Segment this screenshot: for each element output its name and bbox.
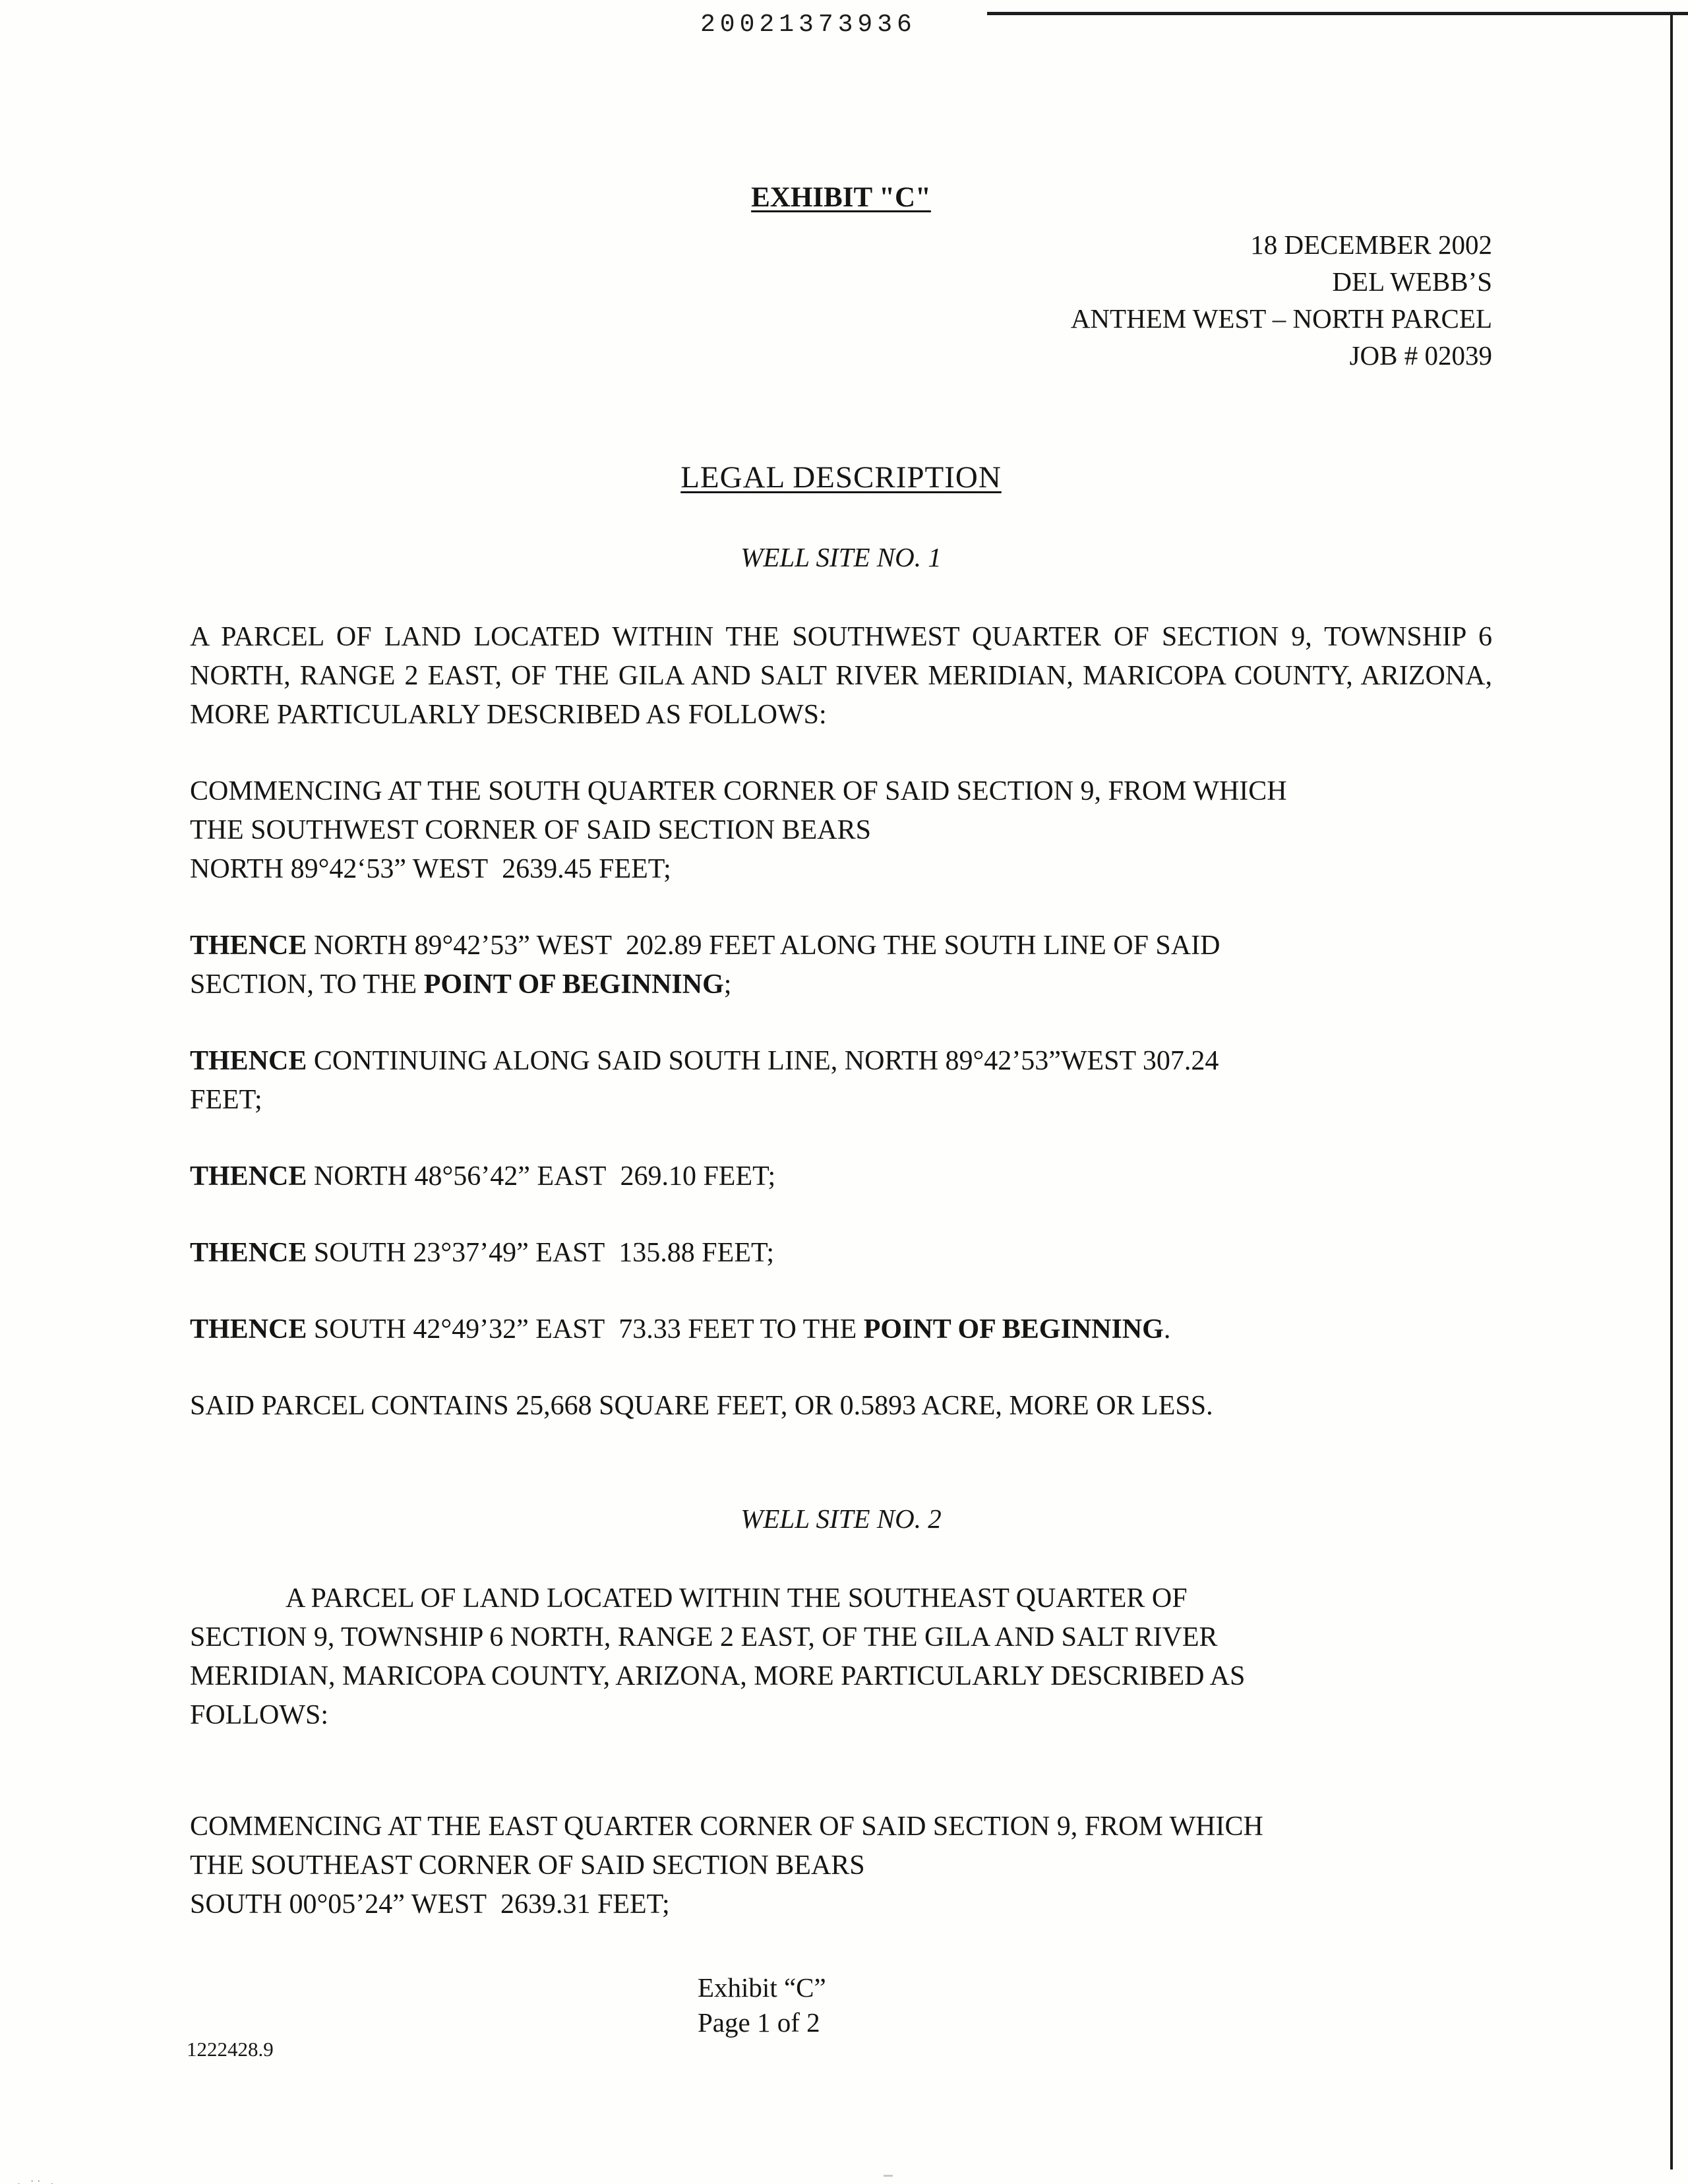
header-company: DEL WEBB’S [1332, 266, 1492, 297]
scan-border-top-line [987, 12, 1688, 15]
text-run: COMMENCING AT THE SOUTH QUARTER CORNER OF SAID SECTION 9, FROM WHICH [190, 776, 1287, 806]
recording-number-stamp: 20021373936 [700, 11, 917, 39]
text-run: SOUTH 42°49’32” EAST 73.33 FEET TO THE [307, 1314, 864, 1345]
bold-text-run: POINT OF BEGINNING [863, 1314, 1164, 1345]
header-project: ANTHEM WEST – NORTH PARCEL [1070, 303, 1492, 334]
thence-clause-2 [190, 1042, 1492, 1120]
exhibit-heading [190, 178, 1492, 217]
header-date: 18 DECEMBER 2002 [1250, 229, 1492, 260]
text-run: SOUTH 23°37’49” EAST 135.88 FEET; [307, 1238, 774, 1268]
document-title [190, 458, 1492, 497]
text-run: ; [723, 969, 732, 1000]
text-run: THE SOUTHWEST CORNER OF SAID SECTION BEARS [190, 815, 871, 845]
scan-artifact-dash [884, 2175, 893, 2177]
text-run: A PARCEL OF LAND LOCATED WITHIN THE SOUTHWEST QUARTER OF SECTION 9, TOWNSHIP 6 NORTH, RANGE 2 EAST, OF THE GILA AND SALT RIVER MERIDIAN, MARICOPA COUNTY, ARIZONA, MORE PARTICULARLY DESCRIBED AS FOLLOWS: [190, 622, 1492, 730]
text-run: COMMENCING AT THE EAST QUARTER CORNER OF SAID SECTION 9, FROM WHICH [190, 1811, 1263, 1842]
text-run: SECTION, TO THE [190, 969, 424, 1000]
text-run: MERIDIAN, MARICOPA COUNTY, ARIZONA, MORE PARTICULARLY DESCRIBED AS [190, 1661, 1246, 1691]
text-run: . [1163, 1314, 1171, 1345]
bold-text-run: POINT OF BEGINNING [423, 969, 724, 1000]
footer-page-number: Page 1 of 2 [698, 2007, 820, 2038]
exhibit-heading-text: EXHIBIT "C" [751, 182, 931, 213]
parcel-description-2 [190, 1579, 1492, 1735]
well-site-2-heading [190, 1500, 1492, 1538]
header-meta-block [190, 226, 1492, 374]
thence-clause-4 [190, 1234, 1492, 1273]
area-statement-1 [190, 1387, 1492, 1426]
footer-exhibit-label: Exhibit “C” [698, 1972, 826, 2003]
thence-clause-5 [190, 1310, 1492, 1349]
text-run: WELL SITE NO. 1 [740, 542, 942, 572]
text-run: NORTH 89°42‘53” WEST 2639.45 FEET; [190, 854, 671, 884]
text-run: NORTH 89°42’53” WEST 202.89 FEET ALONG THE SOUTH LINE OF SAID [307, 930, 1221, 961]
text-run: THE SOUTHEAST CORNER OF SAID SECTION BEARS [190, 1850, 865, 1881]
legal-body [190, 538, 1492, 1924]
scan-artifact-dots: . ·· . [17, 2175, 57, 2184]
text-run: SECTION 9, TOWNSHIP 6 NORTH, RANGE 2 EAST, OF THE GILA AND SALT RIVER [190, 1622, 1218, 1653]
header-job-number: JOB # 02039 [1349, 340, 1492, 371]
text-run: FEET; [190, 1085, 262, 1115]
text-run: A PARCEL OF LAND LOCATED WITHIN THE SOUTHEAST QUARTER OF [286, 1583, 1188, 1614]
commencing-clause-2 [190, 1807, 1492, 1924]
commencing-clause-1 [190, 772, 1492, 889]
thence-clause-3 [190, 1157, 1492, 1196]
parcel-description-1 [190, 618, 1492, 735]
scan-border-right-line [1670, 12, 1673, 2169]
bold-text-run: THENCE [190, 930, 307, 961]
thence-clause-1 [190, 926, 1492, 1004]
bold-text-run: THENCE [190, 1161, 307, 1192]
well-site-1-heading [190, 538, 1492, 577]
document-reference-number: 1222428.9 [187, 2038, 274, 2061]
text-run: CONTINUING ALONG SAID SOUTH LINE, NORTH 89°42’53”WEST 307.24 [307, 1046, 1219, 1076]
page-footer [698, 1970, 826, 2040]
text-run: SAID PARCEL CONTAINS 25,668 SQUARE FEET, OR 0.5893 ACRE, MORE OR LESS. [190, 1391, 1213, 1421]
bold-text-run: THENCE [190, 1238, 307, 1268]
document-title-text: LEGAL DESCRIPTION [680, 460, 1002, 495]
text-run: FOLLOWS: [190, 1700, 328, 1730]
text-run: WELL SITE NO. 2 [740, 1503, 942, 1534]
text-run: NORTH 48°56’42” EAST 269.10 FEET; [307, 1161, 776, 1192]
text-run: SOUTH 00°05’24” WEST 2639.31 FEET; [190, 1889, 670, 1920]
bold-text-run: THENCE [190, 1046, 307, 1076]
bold-text-run: THENCE [190, 1314, 307, 1345]
